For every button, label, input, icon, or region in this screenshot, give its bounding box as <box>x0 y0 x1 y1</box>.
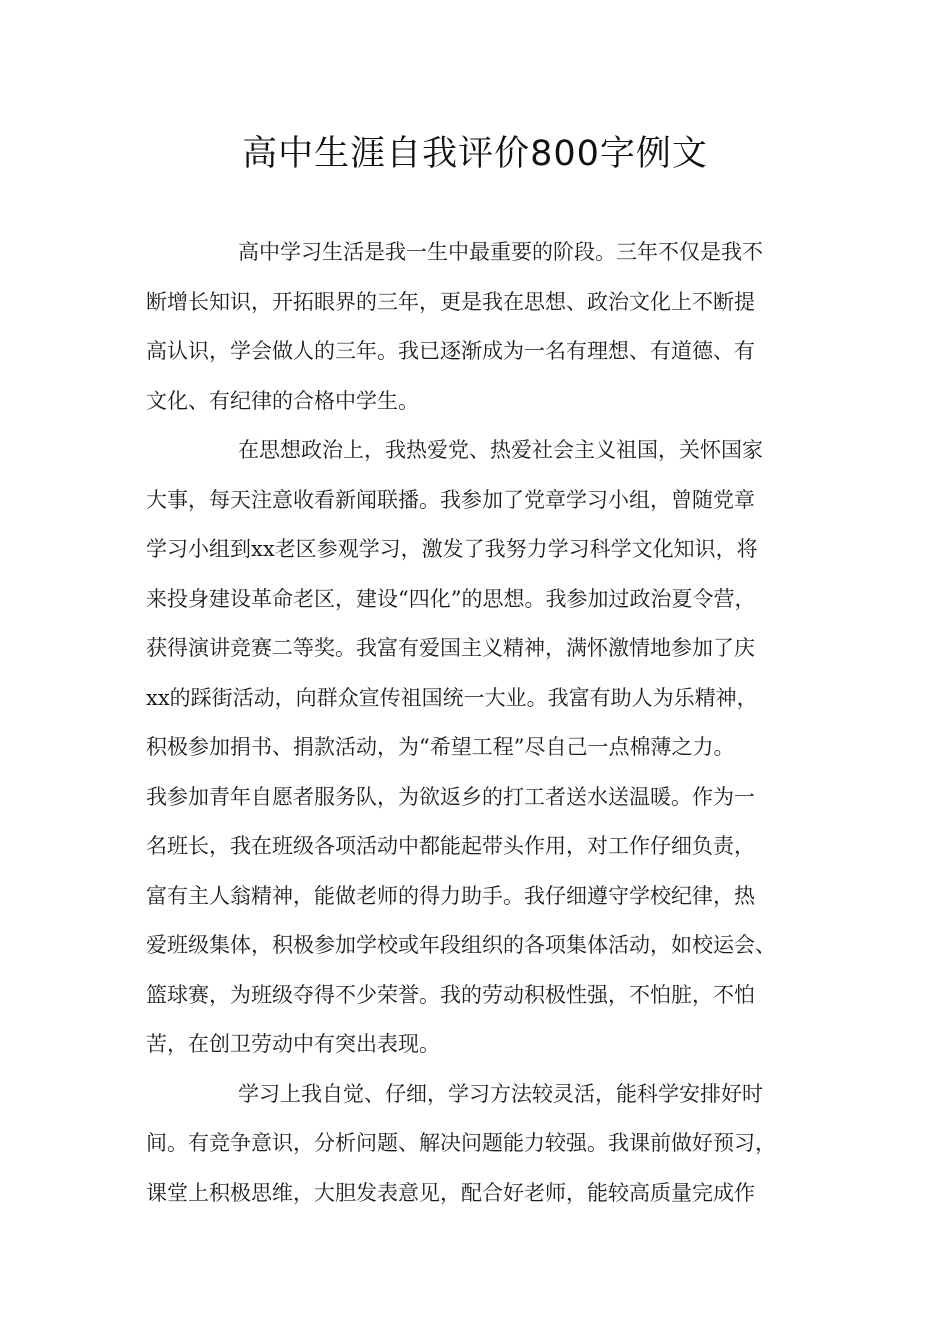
paragraph-1 <box>146 228 818 426</box>
text-line: 篮球赛，为班级夺得不少荣誉。我的劳动积极性强，不怕脏，不怕 <box>146 982 755 1007</box>
text-line: 我参加青年自愿者服务队，为欲返乡的打工者送水送温暖。作为一 <box>146 784 755 809</box>
text-line: 获得演讲竞赛二等奖。我富有爱国主义精神，满怀激情地参加了庆 <box>146 636 755 660</box>
text-line: 高认识，学会做人的三年。我已逐渐成为一名有理想、有道德、有 <box>146 339 755 363</box>
paragraph-3 <box>146 1070 818 1219</box>
text-line: 断增长知识，开拓眼界的三年，更是我在思想、政治文化上不断提 <box>146 289 755 314</box>
text-line: 在思想政治上，我热爱党、热爱社会主义祖国，关怀国家 <box>238 438 763 462</box>
text-line: 文化、有纪律的合格中学生。 <box>146 388 419 413</box>
text-line: 高中学习生活是我一生中最重要的阶段。三年不仅是我不 <box>238 240 763 264</box>
text-line: 苦，在创卫劳动中有突出表现。 <box>146 1032 440 1056</box>
paragraph-2 <box>146 426 818 1070</box>
text-line: 大事，每天注意收看新闻联播。我参加了党章学习小组，曾随党章 <box>146 487 755 512</box>
text-line: 积极参加捐书、捐款活动，为“希望工程”尽自己一点棉薄之力。 <box>146 735 735 759</box>
text-line: 名班长，我在班级各项活动中都能起带头作用，对工作仔细负责， <box>146 834 755 858</box>
document-body <box>146 228 818 1218</box>
text-line: xx的踩街活动，向群众宣传祖国统一大业。我富有助人为乐精神， <box>146 685 758 710</box>
text-line: 课堂上积极思维，大胆发表意见，配合好老师，能较高质量完成作 <box>146 1180 755 1205</box>
text-line: 爱班级集体，积极参加学校或年段组织的各项集体活动，如校运会、 <box>146 933 776 957</box>
text-line: 学习小组到xx老区参观学习，激发了我努力学习科学文化知识，将 <box>146 537 758 561</box>
text-line: 富有主人翁精神，能做老师的得力助手。我仔细遵守学校纪律，热 <box>146 883 755 908</box>
text-line: 来投身建设革命老区，建设“四化”的思想。我参加过政治夏令营， <box>146 586 756 611</box>
text-line: 间。有竞争意识，分析问题、解决问题能力较强。我课前做好预习， <box>146 1131 776 1155</box>
text-line: 学习上我自觉、仔细，学习方法较灵活，能科学安排好时 <box>238 1081 763 1106</box>
document-title: 高中生涯自我评价800字例文 <box>242 134 708 174</box>
